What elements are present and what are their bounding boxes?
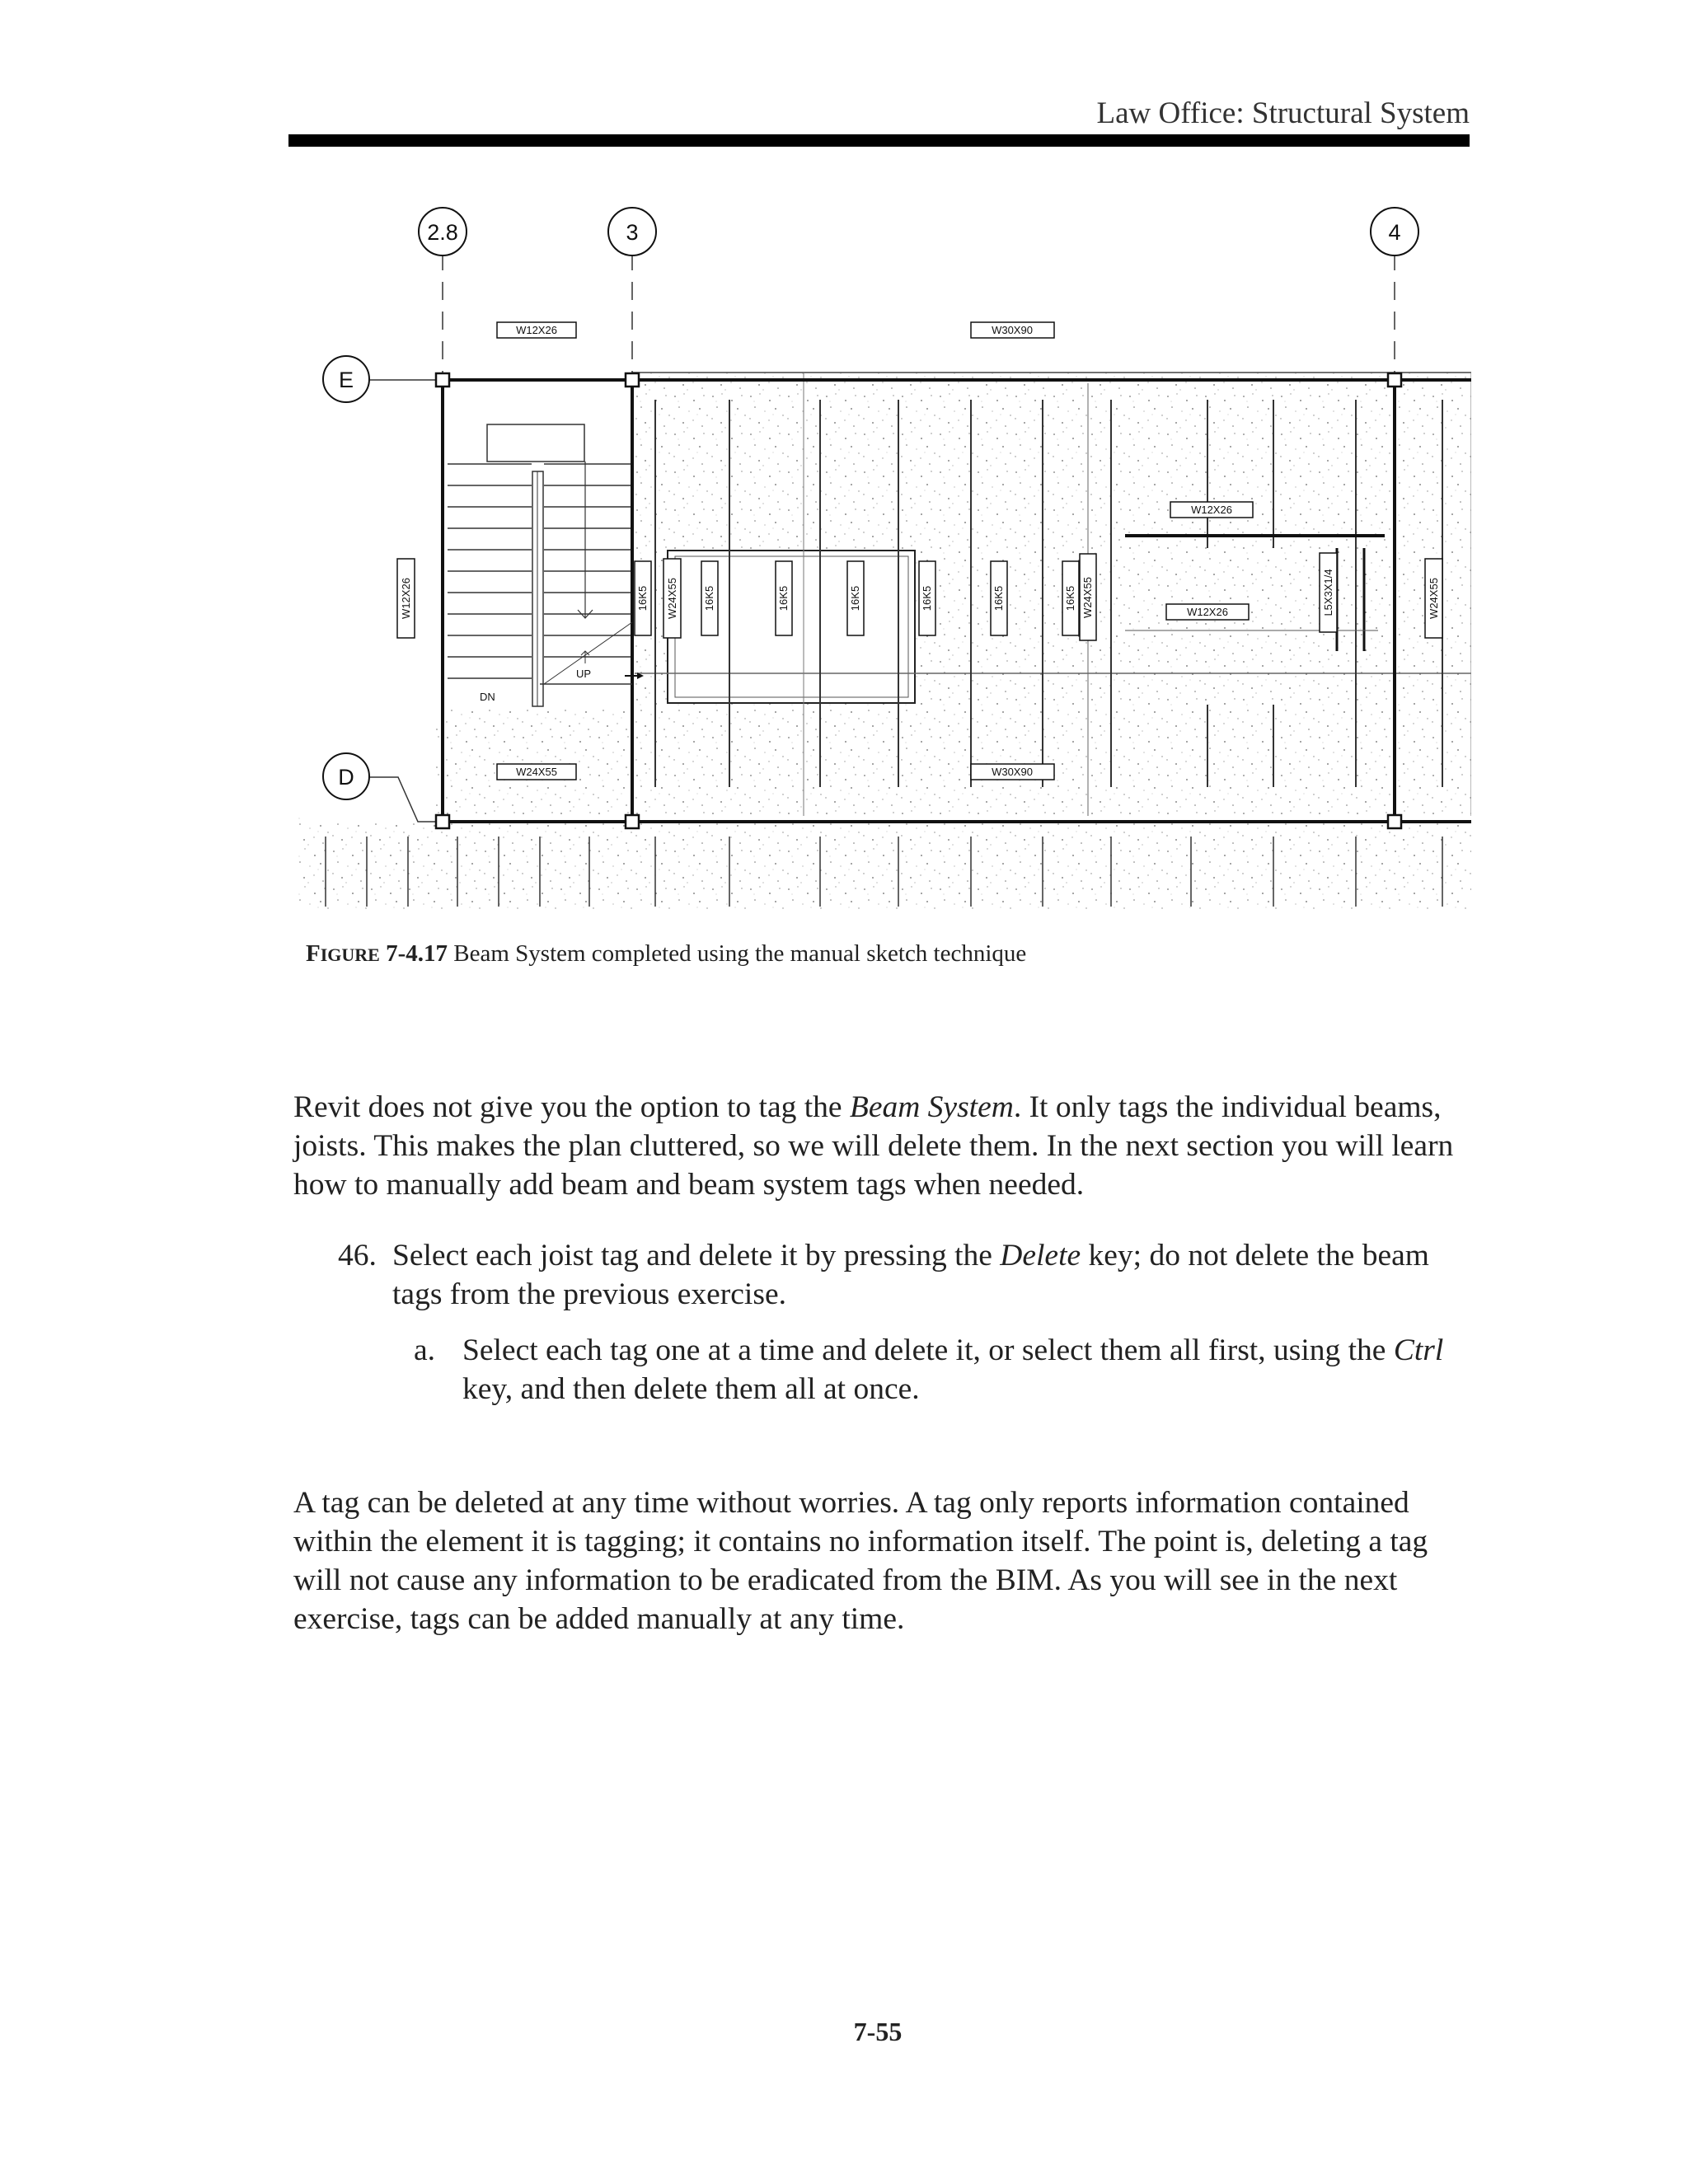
grid-bubble-e: [323, 356, 369, 402]
svg-text:E: E: [338, 368, 354, 392]
beam-tag-bottom-left: [497, 764, 576, 780]
stair-up-label: UP: [576, 668, 592, 680]
svg-text:W24X55: W24X55: [516, 766, 557, 778]
svg-text:16K5: 16K5: [849, 585, 861, 612]
landing-hatch: [435, 707, 637, 816]
joist-tag: [701, 561, 718, 635]
joist-tag: [663, 559, 681, 638]
step-number-46: 46.: [338, 1239, 377, 1272]
grid-bubble-4: [1371, 208, 1418, 255]
beam-tag-top-left: [497, 322, 576, 338]
joist-tag: [1062, 561, 1079, 635]
running-header: Law Office: Structural System: [1096, 96, 1470, 130]
structural-plan-drawing: [293, 202, 1471, 911]
emphasis-ctrl-key: Ctrl: [1393, 1333, 1444, 1367]
svg-text:W12X26: W12X26: [1191, 504, 1232, 516]
svg-text:16K5: 16K5: [703, 585, 715, 612]
substep-letter-a: a.: [414, 1333, 436, 1367]
beam-tag-angle: [1320, 553, 1337, 632]
step-46-text: Select each joist tag and delete it by pressing the Delete key; do not delete the beam tags from the previous exercise.: [392, 1239, 1429, 1311]
beam-tag-opening-inner: [1166, 604, 1249, 620]
emphasis-beam-system: Beam System: [849, 1090, 1014, 1124]
stair-down-label: DN: [480, 691, 495, 703]
joist-tag: [919, 561, 935, 635]
svg-text:16K5: 16K5: [992, 585, 1005, 612]
figure-beam-system-plan: [293, 202, 1471, 911]
svg-text:2.8: 2.8: [427, 220, 458, 245]
grid-bubble-d: [323, 753, 369, 799]
beam-tag-left-vertical: [397, 559, 415, 638]
svg-text:16K5: 16K5: [921, 585, 933, 612]
svg-text:16K5: 16K5: [1064, 585, 1076, 612]
substep-a-text: Select each tag one at a time and delete it, or select them all first, using the Ctrl key, and then delete them all at once.: [462, 1333, 1444, 1406]
svg-text:W30X90: W30X90: [992, 766, 1033, 778]
svg-text:16K5: 16K5: [777, 585, 790, 612]
svg-text:W12X26: W12X26: [516, 324, 557, 336]
joist-tag: [1080, 554, 1096, 640]
paragraph-beam-system: Revit does not give you the option to tag the Beam System. It only tags the individual beams, joists. This makes the plan cluttered, so we will delete them. In the next section you will learn how to manually add beam and beam system tags when needed.: [293, 1090, 1454, 1202]
svg-text:16K5: 16K5: [636, 585, 649, 612]
joist-tag: [991, 561, 1007, 635]
beam-tag-opening-top: [1170, 502, 1253, 518]
svg-text:W24X55: W24X55: [666, 578, 678, 619]
stair: [448, 385, 644, 706]
caption-label-rest: IGURE: [320, 944, 380, 965]
svg-text:W24X55: W24X55: [1428, 578, 1440, 619]
figure-caption: [306, 940, 1026, 968]
beam-tag-top-right: [971, 322, 1054, 338]
svg-text:D: D: [338, 765, 354, 790]
joist-tag: [635, 561, 651, 635]
svg-text:W12X26: W12X26: [400, 578, 412, 619]
beam-tag-bottom-right: [971, 764, 1054, 780]
grid-bubble-2-8: [419, 208, 467, 255]
svg-text:W24X55: W24X55: [1081, 577, 1094, 618]
paragraph-tag-deletion: A tag can be deleted at any time without worries. A tag only reports information contained within the element it is tagging; it contains no information itself. The point is, deleting a tag will not cause any information to be eradicated from the BIM. As you will see in the next exercise, tags can be added manually at any time.: [293, 1486, 1428, 1636]
page-number: 7-55: [853, 2017, 903, 2046]
caption-number: 7-4.17: [386, 940, 448, 967]
svg-text:3: 3: [626, 220, 639, 245]
grid-bubble-3: [608, 208, 656, 255]
lower-deck-hatch: [297, 818, 1471, 911]
svg-text:4: 4: [1388, 220, 1401, 245]
caption-text: Beam System completed using the manual sketch technique: [453, 940, 1027, 967]
svg-text:W12X26: W12X26: [1187, 606, 1228, 618]
emphasis-delete-key: Delete: [1000, 1239, 1081, 1272]
beam-tag-right-vertical: [1425, 559, 1442, 638]
caption-label-initial: F: [306, 940, 321, 967]
joist-tag: [847, 561, 864, 635]
grid-lines: [443, 252, 1395, 380]
joist-tag: [776, 561, 792, 635]
svg-text:W30X90: W30X90: [992, 324, 1033, 336]
svg-text:L5X3X1/4: L5X3X1/4: [1322, 569, 1334, 616]
header-rule: [288, 134, 1470, 147]
